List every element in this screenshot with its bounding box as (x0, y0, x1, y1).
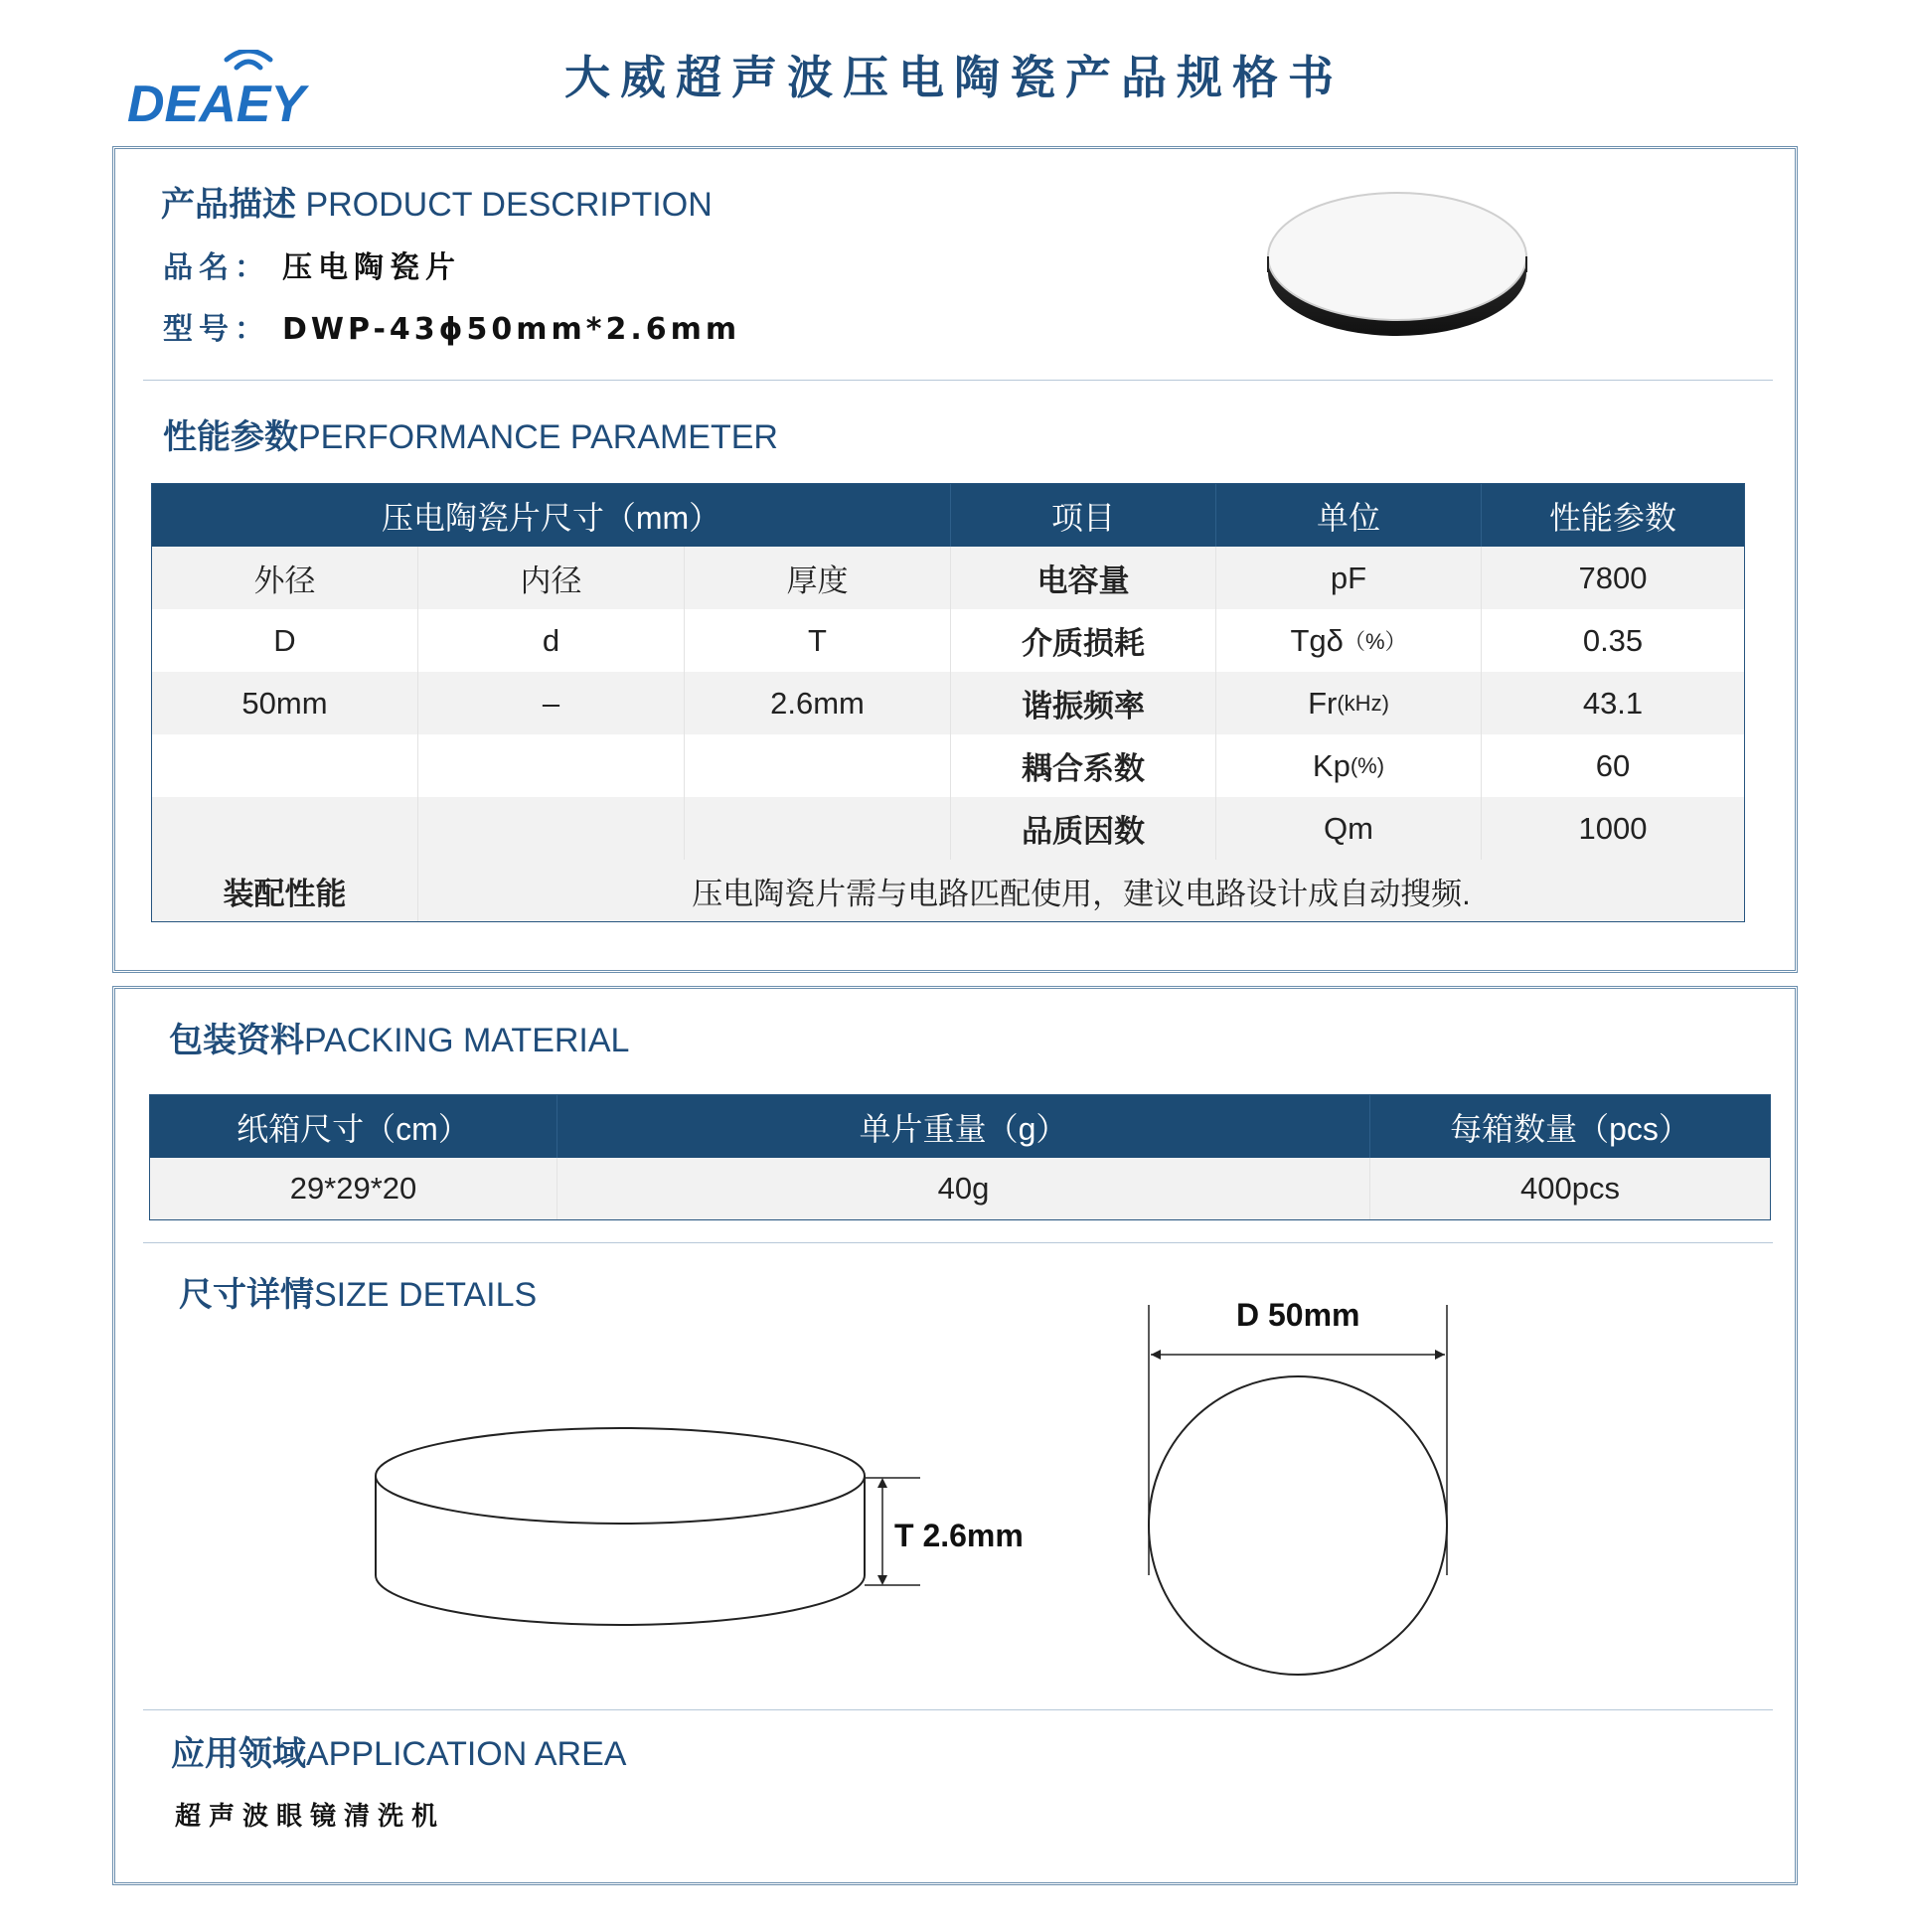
model-label: 型号： (163, 312, 270, 347)
top-view-drawing (1139, 1295, 1457, 1683)
item-cell: 电容量 (950, 547, 1215, 609)
header-qty-per-box: 每箱数量（pcs） (1369, 1095, 1770, 1158)
description-section-title (161, 177, 713, 226)
table-row (152, 734, 1744, 797)
assembly-row (152, 860, 1744, 921)
section-divider (143, 1242, 1773, 1243)
size-symbol-inner: d (417, 609, 684, 672)
packing-table (149, 1094, 1771, 1220)
header-size: 压电陶瓷片尺寸（mm） (381, 499, 721, 536)
unit-cell (1215, 672, 1481, 734)
packing-section-title (169, 1013, 629, 1061)
size-details-section-title (179, 1267, 537, 1316)
packing-title-en: PACKING MATERIAL (304, 1022, 630, 1059)
value-cell: 1000 (1481, 797, 1744, 860)
table-row (152, 797, 1744, 860)
assembly-text: 压电陶瓷片需与电路匹配使用，建议电路设计成自动搜频. (417, 860, 1744, 921)
packing-title-cn: 包装资料 (169, 1022, 304, 1059)
packing-frame (112, 986, 1798, 1885)
performance-title-cn: 性能参数 (163, 418, 298, 456)
empty-cell (417, 797, 684, 860)
unit-cell (1215, 797, 1481, 860)
size-value-inner: – (417, 672, 684, 734)
table-row (150, 1158, 1770, 1219)
item-cell: 品质因数 (950, 797, 1215, 860)
unit-weight-value: 40g (556, 1158, 1369, 1219)
description-title-cn: 产品描述 (161, 186, 296, 224)
item-cell: 介质损耗 (950, 609, 1215, 672)
item-cell: 耦合系数 (950, 734, 1215, 797)
header-param: 性能参数 (1481, 484, 1744, 547)
unit-main: Kp (1312, 747, 1351, 783)
table-row (152, 609, 1744, 672)
table-row (152, 547, 1744, 609)
diameter-label: D 50mm (1236, 1297, 1360, 1333)
assembly-label: 装配性能 (223, 876, 347, 911)
side-view-drawing (374, 1416, 930, 1655)
table-row (152, 672, 1744, 734)
qty-per-box-value: 400pcs (1369, 1158, 1770, 1219)
empty-cell (417, 734, 684, 797)
model-value: DWP-43ϕ50mm*2.6mm (282, 312, 741, 347)
header-item: 项目 (950, 484, 1215, 547)
empty-cell (684, 734, 950, 797)
unit-sub: (kHz) (1337, 690, 1389, 716)
section-divider (143, 380, 1773, 381)
size-symbol-thickness: T (684, 609, 950, 672)
packing-table-header (150, 1095, 1770, 1158)
application-section-title (171, 1726, 626, 1775)
header-unit-weight: 单片重量（g） (556, 1095, 1369, 1158)
header-box-size: 纸箱尺寸（cm） (237, 1110, 470, 1147)
unit-main: Fr (1308, 685, 1338, 721)
empty-cell (684, 797, 950, 860)
application-text: 超声波眼镜清洗机 (175, 1802, 446, 1832)
value-cell: 7800 (1481, 547, 1744, 609)
product-photo (1258, 169, 1536, 348)
size-value-outer: 50mm (241, 685, 328, 721)
application-title-en: APPLICATION AREA (306, 1735, 627, 1773)
size-symbol-outer: D (273, 622, 296, 658)
section-divider (143, 1709, 1773, 1710)
product-name-value: 压电陶瓷片 (282, 250, 461, 285)
unit-cell (1215, 609, 1481, 672)
header-unit: 单位 (1215, 484, 1481, 547)
unit-main: Tgδ (1290, 622, 1344, 658)
size-details-title-en: SIZE DETAILS (314, 1276, 538, 1314)
empty-cell (152, 734, 417, 797)
product-name-field (163, 242, 461, 286)
model-field (163, 304, 740, 348)
size-label-outer: 外径 (253, 564, 316, 598)
unit-cell (1215, 734, 1481, 797)
logo-text: DEAEY (127, 76, 306, 133)
value-cell: 43.1 (1481, 672, 1744, 734)
unit-main: pF (1330, 560, 1367, 595)
unit-cell (1215, 547, 1481, 609)
performance-title-en: PERFORMANCE PARAMETER (298, 418, 778, 456)
size-details-title-cn: 尺寸详情 (179, 1276, 314, 1314)
performance-table (151, 483, 1745, 922)
value-cell: 60 (1481, 734, 1744, 797)
value-cell: 0.35 (1481, 609, 1744, 672)
empty-cell (152, 797, 417, 860)
thickness-label: T 2.6mm (894, 1518, 1024, 1553)
size-value-thickness: 2.6mm (684, 672, 950, 734)
product-name-label: 品名： (163, 250, 270, 285)
unit-sub: (%) (1350, 752, 1385, 778)
box-size-value: 29*29*20 (289, 1171, 417, 1206)
product-frame (112, 146, 1798, 973)
unit-sub: （%） (1343, 629, 1407, 654)
item-cell: 谐振频率 (950, 672, 1215, 734)
unit-main: Qm (1324, 810, 1373, 846)
document-title: 大威超声波压电陶瓷产品规格书 (564, 51, 1344, 104)
performance-section-title (163, 409, 778, 458)
size-label-thickness: 厚度 (684, 547, 950, 609)
application-title-cn: 应用领域 (171, 1735, 306, 1773)
size-label-inner: 内径 (417, 547, 684, 609)
description-title-en: PRODUCT DESCRIPTION (305, 186, 713, 224)
performance-table-header (152, 484, 1744, 547)
